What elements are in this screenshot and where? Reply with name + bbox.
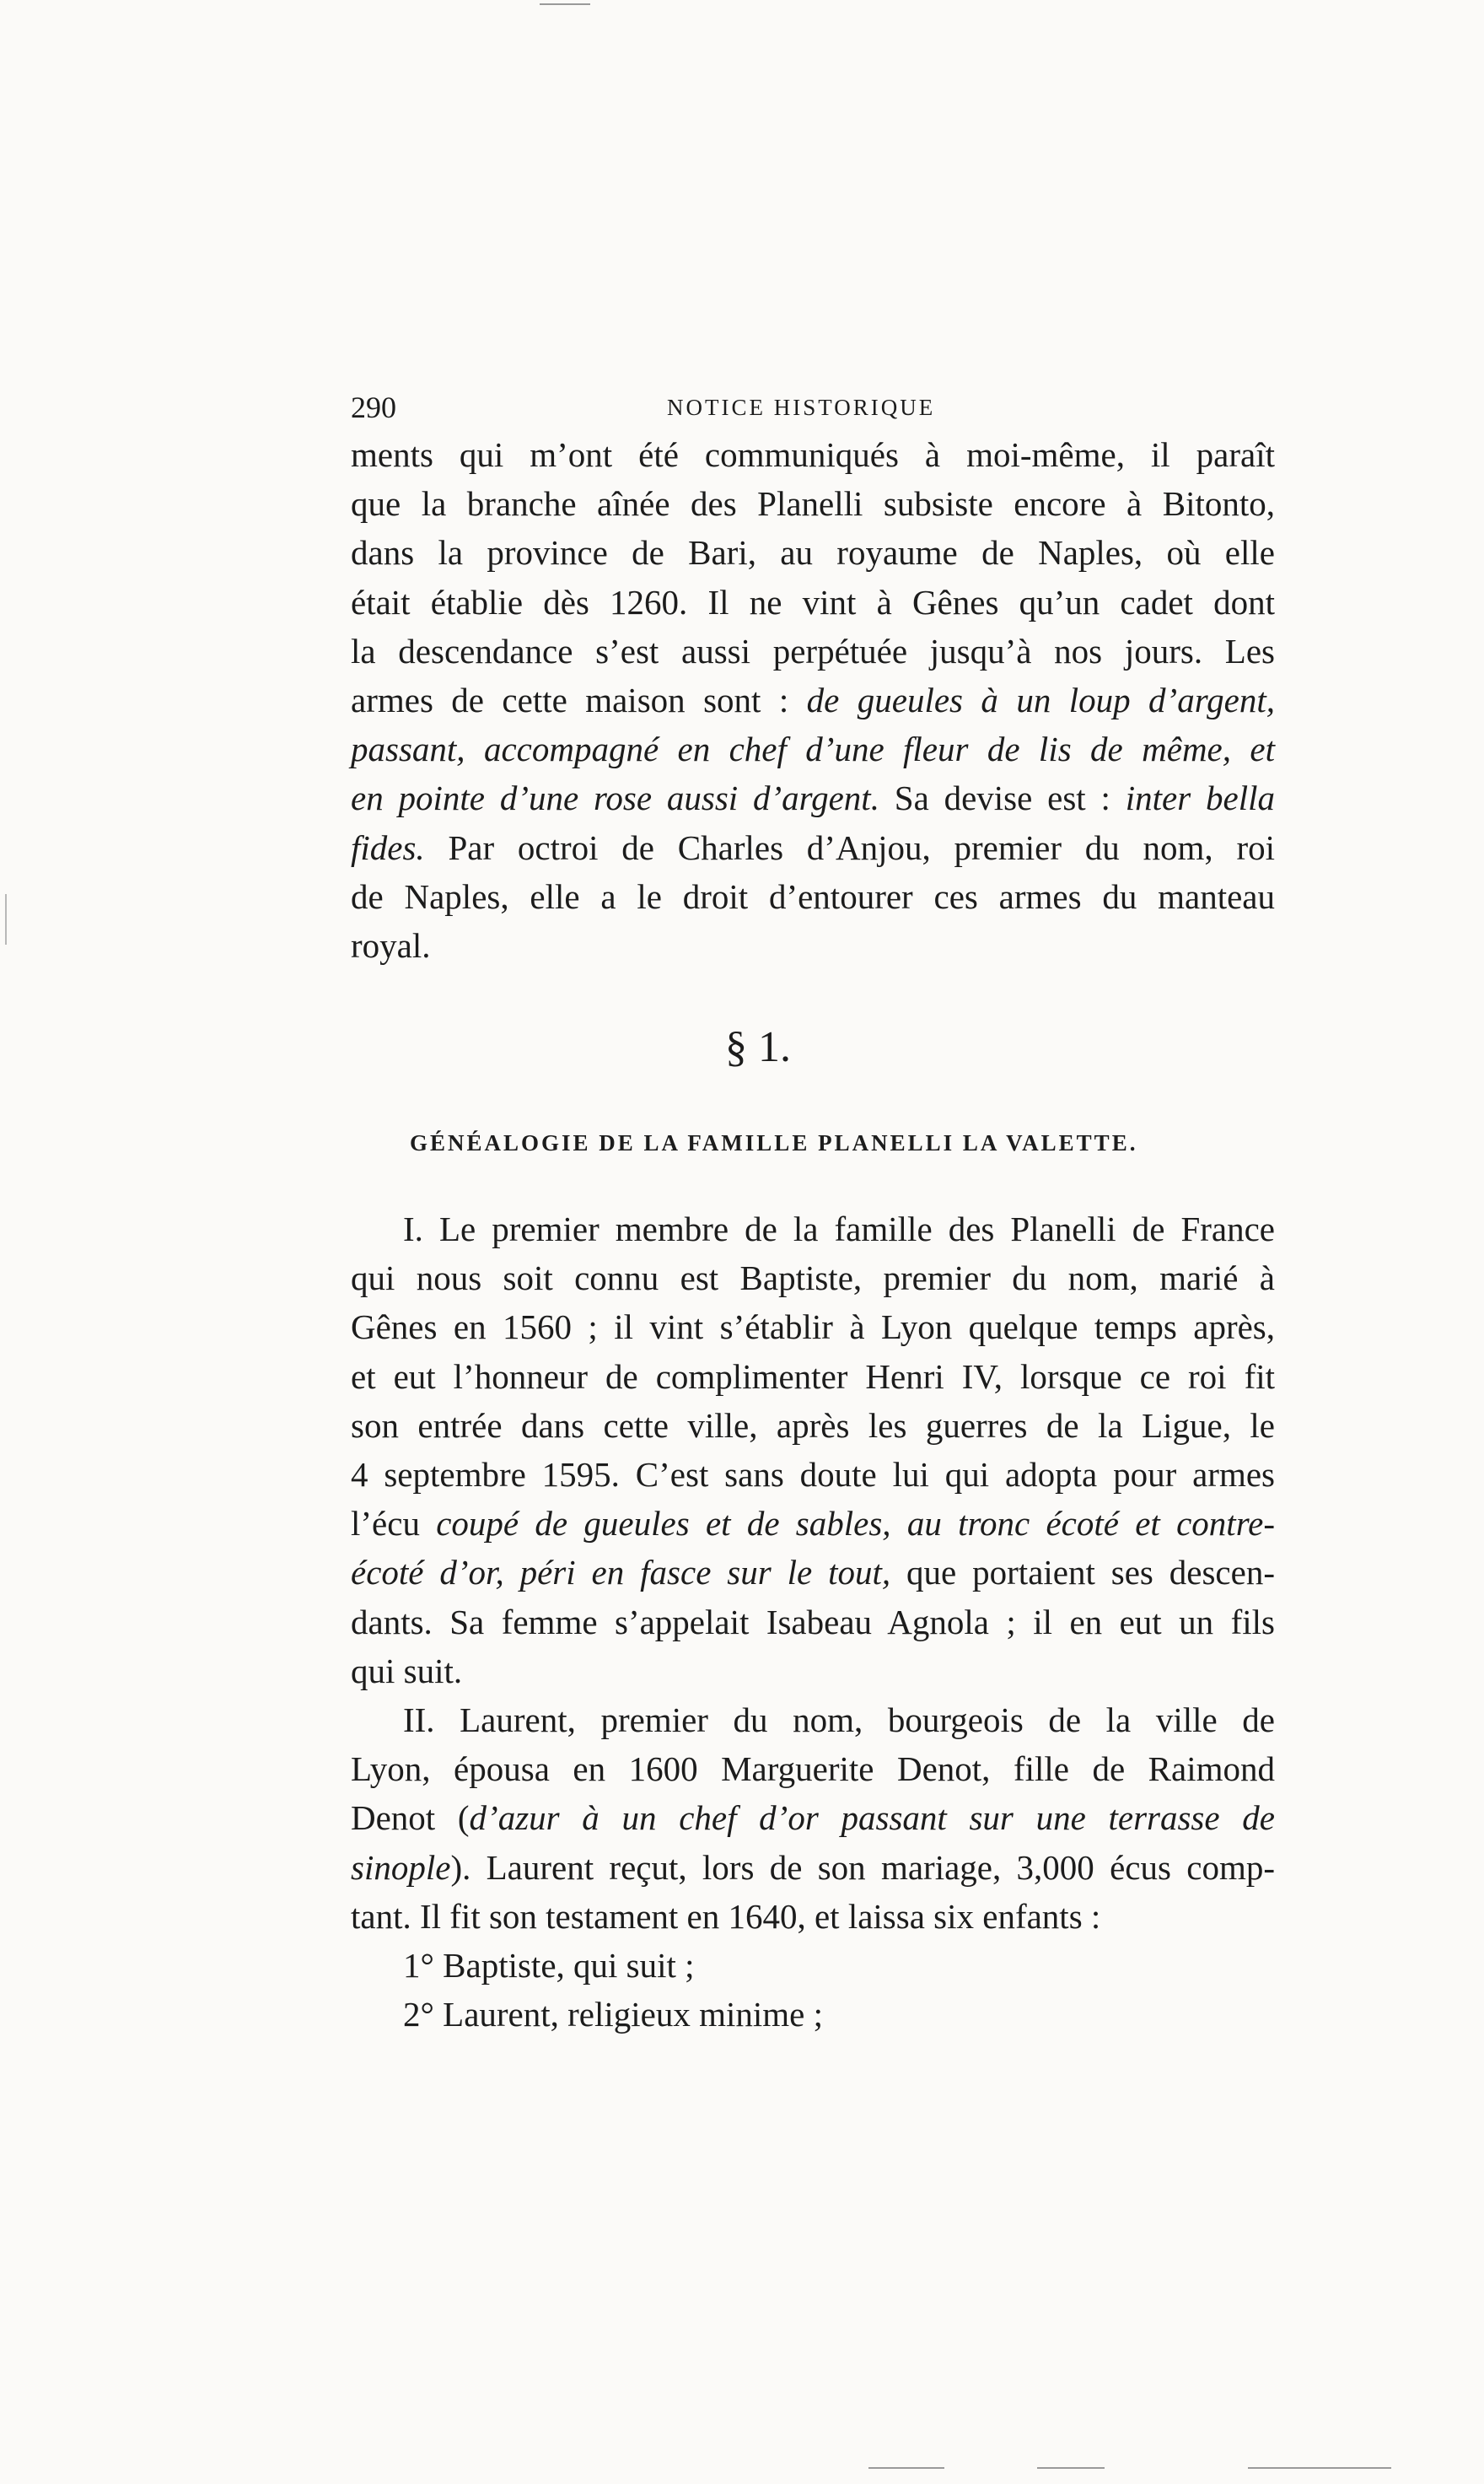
scan-artifact-left xyxy=(5,894,7,945)
list-item: 2° Laurent, religieux minime ; xyxy=(403,1995,824,2034)
text-line: Lyon, épousa en 1600 Marguerite Denot, fille de Raimond xyxy=(351,1749,1275,1789)
text-line: I. Le premier membre de la famille des Planelli de France xyxy=(403,1210,1275,1248)
children-list xyxy=(351,1941,1275,2039)
section-title: GÉNÉALOGIE DE LA FAMILLE PLANELLI LA VALETTE. xyxy=(410,1130,1138,1156)
text-line: la descendance s’est aussi perpétuée jusqu’à nos jours. Les xyxy=(351,631,1275,671)
text-line xyxy=(351,1843,1275,1892)
text-line: que la branche aînée des Planelli subsiste encore à Bitonto, xyxy=(351,484,1275,524)
text-line: de Naples, elle a le droit d’entourer ces armes du manteau xyxy=(351,876,1275,916)
text-line: II. Laurent, premier du nom, bourgeois de la ville de xyxy=(403,1700,1275,1739)
text-run: ). Laurent reçut, lors de son mariage, 3,000 écus comp- xyxy=(450,1847,1275,1887)
text-run: Par octroi de Charles d’Anjou, premier du nom, roi xyxy=(424,827,1275,867)
paragraph-baptiste xyxy=(351,1204,1275,1695)
blazon-text: de gueules à un loup d’argent, xyxy=(806,680,1275,719)
text-line: tant. Il fit son testament en 1640, et laissa six enfants : xyxy=(351,1896,1101,1936)
intro-paragraph xyxy=(351,430,1275,970)
text-line xyxy=(351,1793,1275,1842)
text-run: l’écu xyxy=(351,1504,437,1544)
text-line: dants. Sa femme s’appelait Isabeau Agnola ; il en eut un fils xyxy=(351,1602,1275,1641)
text-line: était établie dès 1260. Il ne vint à Gênes qu’un cadet dont xyxy=(351,582,1275,622)
motto-text: fides. xyxy=(351,827,425,867)
text-line: qui suit. xyxy=(351,1651,463,1690)
text-line: qui nous soit connu est Baptiste, premier du nom, marié à xyxy=(351,1258,1275,1298)
blazon-text: passant, accompagné en chef d’une fleur de lis de même, et xyxy=(351,730,1275,769)
text-line: dans la province de Bari, au royaume de Naples, où elle xyxy=(351,533,1275,573)
text-run: armes de cette maison sont : xyxy=(351,680,807,719)
text-line: 4 septembre 1595. C’est sans doute lui qui adopta pour armes xyxy=(351,1454,1275,1494)
text-line: royal. xyxy=(351,925,431,965)
text-run: que portaient ses descen- xyxy=(890,1553,1275,1592)
text-line xyxy=(351,1548,1275,1597)
page-header xyxy=(351,390,1278,432)
text-line: son entrée dans cette ville, après les guerres de la Ligue, le xyxy=(351,1405,1275,1445)
running-head: NOTICE HISTORIQUE xyxy=(667,395,936,420)
text-run: Denot ( xyxy=(351,1798,470,1838)
blazon-text: d’azur à un chef d’or passant sur une terrasse de xyxy=(469,1798,1275,1838)
text-line xyxy=(351,823,1275,872)
text-line: Gênes en 1560 ; il vint s’établir à Lyon quelque temps après, xyxy=(351,1307,1275,1347)
blazon-text: en pointe d’une rose aussi d’argent. xyxy=(351,779,879,818)
page-number: 290 xyxy=(351,391,396,424)
scan-artifact-top xyxy=(540,3,590,5)
blazon-text: écoté d’or, péri en fasce sur le tout, xyxy=(351,1553,891,1592)
text-line: et eut l’honneur de complimenter Henri IV, lorsque ce roi fit xyxy=(351,1356,1275,1396)
scan-artifact-bottom-2 xyxy=(1037,2467,1105,2469)
text-line: ments qui m’ont été communiqués à moi-même, il paraît xyxy=(351,435,1275,474)
blazon-text: sinople xyxy=(351,1847,451,1887)
motto-text: inter bella xyxy=(1125,779,1275,818)
scan-artifact-bottom-1 xyxy=(868,2467,944,2469)
text-run: Sa devise est : xyxy=(879,779,1126,818)
section-mark: § 1. xyxy=(725,1023,791,1071)
blazon-text: coupé de gueules et de sables, au tronc écoté et contre- xyxy=(436,1504,1275,1544)
text-line xyxy=(351,773,1275,822)
text-line xyxy=(351,725,1275,773)
text-line xyxy=(351,1499,1275,1548)
paragraph-laurent xyxy=(351,1695,1275,1941)
list-item: 1° Baptiste, qui suit ; xyxy=(403,1946,695,1985)
scan-artifact-bottom-3 xyxy=(1248,2467,1391,2469)
text-line xyxy=(351,676,1275,725)
